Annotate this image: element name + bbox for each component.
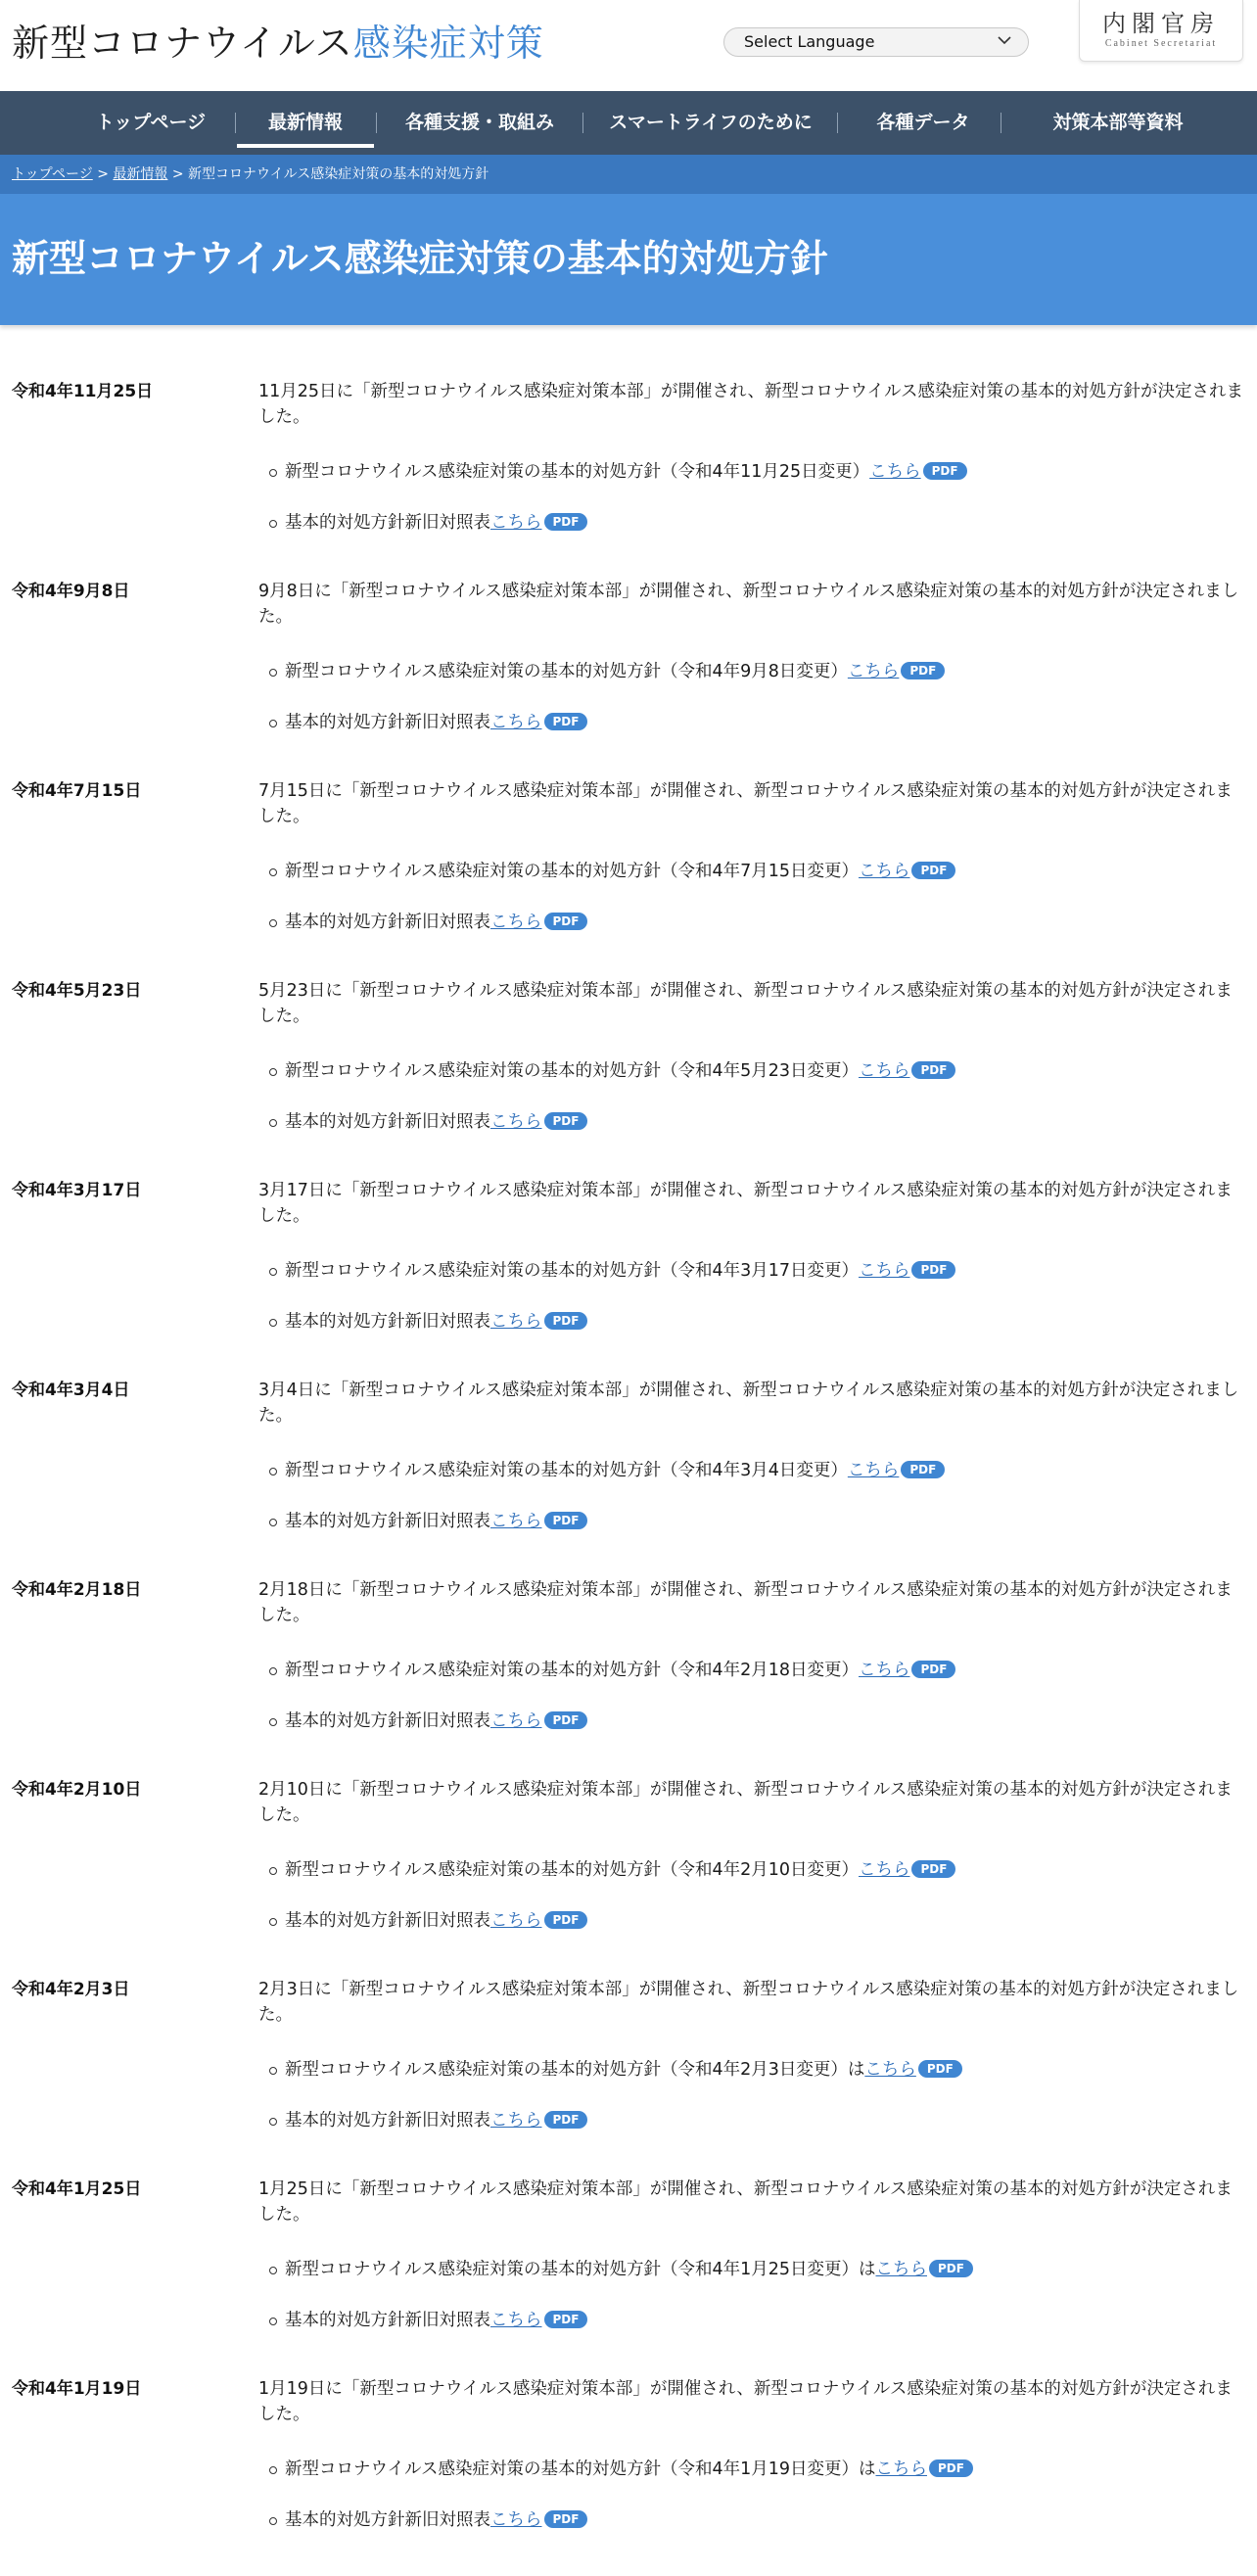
nav-divider: [376, 113, 377, 133]
entry-body: [258, 2376, 1247, 2533]
list-item: [258, 510, 1247, 536]
news-entry: [0, 1178, 1257, 1378]
comparison-table-link[interactable]: こちら: [490, 513, 542, 533]
document-title: 新型コロナウイルス感染症対策の基本的対処方針（令和4年5月23日変更）: [285, 1061, 859, 1081]
nav-item-top[interactable]: トップページ: [95, 112, 207, 133]
logo-en-text: Cabinet Secretariat: [1104, 38, 1218, 49]
comparison-table-link[interactable]: こちら: [490, 2510, 542, 2530]
document-link[interactable]: こちら: [847, 1461, 900, 1480]
list-item: [258, 1709, 1247, 1734]
entry-body: [258, 1977, 1247, 2133]
pdf-badge: PDF: [544, 713, 588, 730]
document-link[interactable]: こちら: [858, 1661, 910, 1680]
document-title: 新型コロナウイルス感染症対策の基本的対処方針（令和4年1月19日変更）は: [285, 2459, 876, 2479]
entry-description: 11月25日に「新型コロナウイルス感染症対策本部」が開催され、新型コロナウイルス感染症対策の基本的対処方針が決定されました。: [258, 382, 1243, 427]
entry-document-list: [258, 659, 1247, 735]
nav-divider: [582, 113, 583, 133]
news-entry: [0, 778, 1257, 978]
pdf-badge: PDF: [911, 862, 955, 879]
document-title: 新型コロナウイルス感染症対策の基本的対処方針（令和4年2月10日変更）: [285, 1860, 859, 1880]
pdf-badge: PDF: [923, 462, 967, 480]
list-item: [258, 1509, 1247, 1534]
breadcrumb: [0, 155, 1257, 194]
chevron-down-icon: [997, 32, 1012, 48]
breadcrumb-separator: >: [92, 166, 114, 182]
pdf-badge: PDF: [911, 1661, 955, 1678]
site-header: [0, 0, 1257, 91]
entry-description: 2月3日に「新型コロナウイルス感染症対策本部」が開催され、新型コロナウイルス感染症対策の基本的対処方針が決定されました。: [258, 1980, 1239, 2025]
breadcrumb-news-link[interactable]: 最新情報: [113, 166, 168, 182]
comparison-table-title: 基本的対処方針新旧対照表: [285, 1512, 490, 1531]
comparison-table-link[interactable]: こちら: [490, 1312, 542, 1332]
global-nav: [0, 91, 1257, 155]
document-link[interactable]: こちら: [875, 2260, 927, 2279]
news-entry: [0, 2376, 1257, 2576]
document-link[interactable]: こちら: [858, 1261, 910, 1281]
page-title: 新型コロナウイルス感染症対策の基本的対処方針: [12, 237, 828, 280]
breadcrumb-separator: >: [167, 166, 189, 182]
comparison-table-title: 基本的対処方針新旧対照表: [285, 1911, 490, 1931]
pdf-badge: PDF: [544, 2111, 588, 2129]
document-title: 新型コロナウイルス感染症対策の基本的対処方針（令和4年7月15日変更）: [285, 862, 859, 881]
comparison-table-link[interactable]: こちら: [490, 1911, 542, 1931]
pdf-badge: PDF: [544, 2510, 588, 2528]
entry-body: [258, 379, 1247, 536]
list-item: [258, 2057, 1247, 2083]
document-title: 新型コロナウイルス感染症対策の基本的対処方針（令和4年3月17日変更）: [285, 1261, 859, 1281]
entry-body: [258, 579, 1247, 735]
list-item: [258, 2457, 1247, 2482]
document-title: 新型コロナウイルス感染症対策の基本的対処方針（令和4年2月3日変更）は: [285, 2060, 865, 2080]
nav-item-data[interactable]: 各種データ: [876, 112, 970, 133]
comparison-table-link[interactable]: こちら: [490, 2111, 542, 2131]
language-select-label: Select Language: [744, 32, 875, 51]
entry-body: [258, 1577, 1247, 1734]
pdf-badge: PDF: [544, 1512, 588, 1529]
entry-document-list: [258, 1058, 1247, 1135]
entry-description: 7月15日に「新型コロナウイルス感染症対策本部」が開催され、新型コロナウイルス感染症対策の基本的対処方針が決定されました。: [258, 781, 1233, 826]
entry-date: 令和4年7月15日: [12, 781, 142, 801]
nav-divider: [837, 113, 838, 133]
site-title-accent: 感染症対策: [352, 22, 544, 65]
entry-date: 令和4年9月8日: [12, 582, 130, 601]
comparison-table-link[interactable]: こちら: [490, 1711, 542, 1731]
pdf-badge: PDF: [901, 662, 945, 679]
pdf-badge: PDF: [929, 2459, 973, 2477]
list-item: [258, 1109, 1247, 1135]
comparison-table-title: 基本的対処方針新旧対照表: [285, 1312, 490, 1332]
document-title: 新型コロナウイルス感染症対策の基本的対処方針（令和4年3月4日変更）: [285, 1461, 848, 1480]
list-item: [258, 1908, 1247, 1934]
list-item: [258, 2108, 1247, 2133]
comparison-table-link[interactable]: こちら: [490, 913, 542, 932]
pdf-badge: PDF: [544, 513, 588, 531]
nav-divider: [235, 113, 236, 133]
entry-body: [258, 1178, 1247, 1335]
news-entry: [0, 379, 1257, 579]
entry-document-list: [258, 1458, 1247, 1534]
document-link[interactable]: こちら: [858, 1860, 910, 1880]
entry-document-list: [258, 2257, 1247, 2333]
news-entry: [0, 978, 1257, 1178]
entry-document-list: [258, 2457, 1247, 2533]
page-title-banner: [0, 194, 1257, 325]
entry-date: 令和4年3月17日: [12, 1181, 142, 1200]
entry-date: 令和4年5月23日: [12, 981, 142, 1001]
pdf-badge: PDF: [544, 1112, 588, 1130]
document-link[interactable]: こちら: [869, 462, 921, 482]
comparison-table-link[interactable]: こちら: [490, 713, 542, 732]
list-item: [258, 659, 1247, 684]
comparison-table-title: 基本的対処方針新旧対照表: [285, 1711, 490, 1731]
comparison-table-title: 基本的対処方針新旧対照表: [285, 513, 490, 533]
pdf-badge: PDF: [544, 1711, 588, 1729]
logo-jp-text: 内閣官房: [1102, 10, 1220, 37]
list-item: [258, 910, 1247, 935]
list-item: [258, 1058, 1247, 1084]
news-entry: [0, 579, 1257, 778]
entry-body: [258, 1777, 1247, 1934]
entry-document-list: [258, 1658, 1247, 1734]
cabinet-secretariat-logo[interactable]: [1079, 0, 1243, 62]
document-link[interactable]: こちら: [858, 1061, 910, 1081]
entry-date: 令和4年2月10日: [12, 1780, 142, 1800]
document-link[interactable]: こちら: [858, 862, 910, 881]
breadcrumb-current: 新型コロナウイルス感染症対策の基本的対処方針: [188, 166, 489, 182]
list-item: [258, 2308, 1247, 2333]
nav-item-news[interactable]: 最新情報: [237, 91, 374, 155]
document-title: 新型コロナウイルス感染症対策の基本的対処方針（令和4年2月18日変更）: [285, 1661, 859, 1680]
site-title[interactable]: [12, 20, 544, 67]
entry-description: 3月17日に「新型コロナウイルス感染症対策本部」が開催され、新型コロナウイルス感染症対策の基本的対処方針が決定されました。: [258, 1181, 1233, 1226]
pdf-badge: PDF: [918, 2060, 962, 2078]
document-link[interactable]: こちら: [875, 2459, 927, 2479]
list-item: [258, 1658, 1247, 1683]
nav-item-smart-life[interactable]: スマートライフのために: [609, 112, 813, 133]
list-item: [258, 1258, 1247, 1284]
entry-body: [258, 978, 1247, 1135]
comparison-table-title: 基本的対処方針新旧対照表: [285, 2510, 490, 2530]
news-entry: [0, 1378, 1257, 1577]
document-link[interactable]: こちら: [864, 2060, 916, 2080]
entry-document-list: [258, 1258, 1247, 1335]
news-entry: [0, 1977, 1257, 2177]
entry-date: 令和4年11月25日: [12, 382, 154, 401]
entry-date: 令和4年3月4日: [12, 1381, 130, 1400]
entry-date: 令和4年1月25日: [12, 2179, 142, 2199]
list-item: [258, 459, 1247, 485]
pdf-badge: PDF: [544, 913, 588, 930]
breadcrumb-home-link[interactable]: トップページ: [12, 166, 93, 182]
entry-document-list: [258, 459, 1247, 536]
comparison-table-link[interactable]: こちら: [490, 1512, 542, 1531]
comparison-table-title: 基本的対処方針新旧対照表: [285, 1112, 490, 1132]
pdf-badge: PDF: [911, 1860, 955, 1878]
pdf-badge: PDF: [911, 1261, 955, 1279]
entry-description: 3月4日に「新型コロナウイルス感染症対策本部」が開催され、新型コロナウイルス感染症対策の基本的対処方針が決定されました。: [258, 1381, 1239, 1426]
language-select[interactable]: [723, 27, 1029, 57]
comparison-table-title: 基本的対処方針新旧対照表: [285, 2111, 490, 2131]
pdf-badge: PDF: [544, 1312, 588, 1330]
site-title-main: 新型コロナウイルス: [12, 22, 353, 65]
nav-item-support[interactable]: 各種支援・取組み: [404, 112, 554, 133]
entry-description: 2月18日に「新型コロナウイルス感染症対策本部」が開催され、新型コロナウイルス感染症対策の基本的対処方針が決定されました。: [258, 1580, 1233, 1625]
entry-body: [258, 2177, 1247, 2333]
comparison-table-title: 基本的対処方針新旧対照表: [285, 2311, 490, 2330]
list-item: [258, 2507, 1247, 2533]
entry-description: 1月19日に「新型コロナウイルス感染症対策本部」が開催され、新型コロナウイルス感染症対策の基本的対処方針が決定されました。: [258, 2379, 1233, 2424]
comparison-table-link[interactable]: こちら: [490, 2311, 542, 2330]
pdf-badge: PDF: [911, 1061, 955, 1079]
document-title: 新型コロナウイルス感染症対策の基本的対処方針（令和4年9月8日変更）: [285, 662, 848, 681]
pdf-badge: PDF: [901, 1461, 945, 1478]
news-entry: [0, 1777, 1257, 1977]
entry-date: 令和4年2月18日: [12, 1580, 142, 1600]
pdf-badge: PDF: [544, 1911, 588, 1929]
entry-body: [258, 778, 1247, 935]
document-title: 新型コロナウイルス感染症対策の基本的対処方針（令和4年1月25日変更）は: [285, 2260, 876, 2279]
nav-item-documents[interactable]: 対策本部等資料: [1052, 112, 1184, 133]
list-item: [258, 1309, 1247, 1335]
entry-description: 5月23日に「新型コロナウイルス感染症対策本部」が開催され、新型コロナウイルス感染症対策の基本的対処方針が決定されました。: [258, 981, 1233, 1026]
list-item: [258, 2257, 1247, 2282]
pdf-badge: PDF: [544, 2311, 588, 2328]
entry-description: 9月8日に「新型コロナウイルス感染症対策本部」が開催され、新型コロナウイルス感染症対策の基本的対処方針が決定されました。: [258, 582, 1239, 627]
list-item: [258, 710, 1247, 735]
comparison-table-link[interactable]: こちら: [490, 1112, 542, 1132]
comparison-table-title: 基本的対処方針新旧対照表: [285, 913, 490, 932]
entry-document-list: [258, 1857, 1247, 1934]
entry-document-list: [258, 859, 1247, 935]
document-title: 新型コロナウイルス感染症対策の基本的対処方針（令和4年11月25日変更）: [285, 462, 870, 482]
entry-document-list: [258, 2057, 1247, 2133]
document-link[interactable]: こちら: [847, 662, 900, 681]
entry-date: 令和4年2月3日: [12, 1980, 130, 1999]
entry-list: [0, 379, 1257, 2576]
pdf-badge: PDF: [929, 2260, 973, 2277]
list-item: [258, 859, 1247, 884]
comparison-table-title: 基本的対処方針新旧対照表: [285, 713, 490, 732]
entry-description: 1月25日に「新型コロナウイルス感染症対策本部」が開催され、新型コロナウイルス感染症対策の基本的対処方針が決定されました。: [258, 2179, 1233, 2225]
news-entry: [0, 1577, 1257, 1777]
list-item: [258, 1458, 1247, 1483]
entry-body: [258, 1378, 1247, 1534]
entry-date: 令和4年1月19日: [12, 2379, 142, 2399]
news-entry: [0, 2177, 1257, 2376]
list-item: [258, 1857, 1247, 1883]
entry-description: 2月10日に「新型コロナウイルス感染症対策本部」が開催され、新型コロナウイルス感染症対策の基本的対処方針が決定されました。: [258, 1780, 1233, 1825]
